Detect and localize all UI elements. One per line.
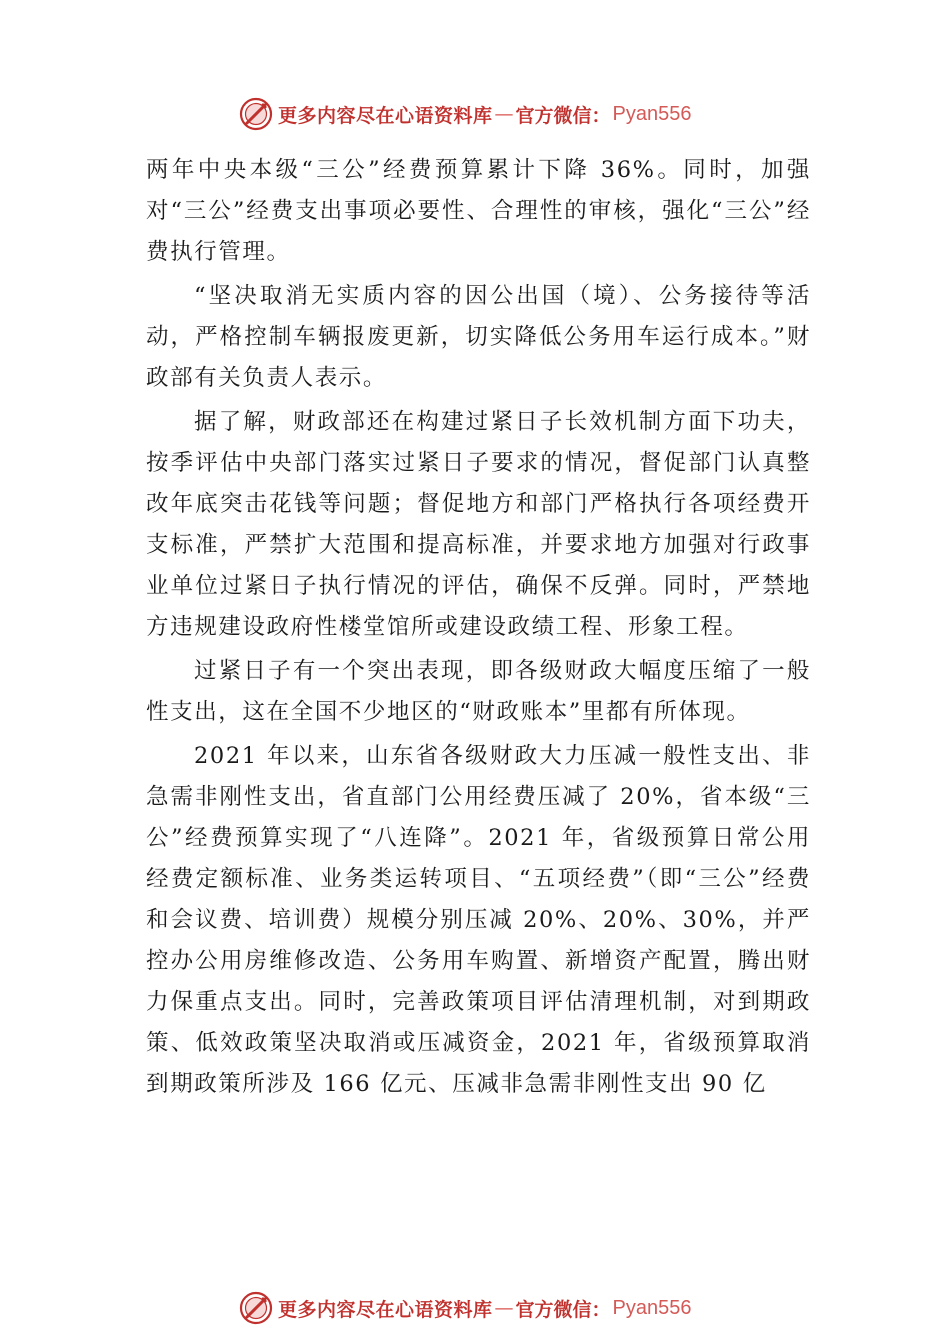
paragraph: 过紧日子有一个突出表现，即各级财政大幅度压缩了一般性支出，这在全国不少地区的“财政账本”里都有所体现。 [146, 658, 811, 725]
banner-wechat-id: Pyan556 [612, 1296, 692, 1319]
banner-sub-text: 官方微信： [515, 1298, 611, 1321]
banner-dash: — [494, 1297, 514, 1319]
header-watermark-banner [238, 94, 692, 134]
banner-wechat-id: Pyan556 [612, 102, 692, 125]
paragraph: 2021 年以来，山东省各级财政大力压减一般性支出、非急需非刚性支出，省直部门公用经费压减了 20%，省本级“三公”经费预算实现了“八连降”。2021 年，省级预算日常公用经费定额标准、业务类运转项目、“五项经费”（即“三公”经费和会议费、培训费）规模分别压减 20%、20%、30%，并严控办公用房维修改造、公务用车购置、新增资产配置，腾出财力保重点支出。同时，完善政策项目评估清理机制，对到期政策、低效政策坚决取消或压减资金，2021 年，省级预算取消到期政策所涉及 166 亿元、压减非急需非刚性支出 90 亿 [146, 743, 811, 1097]
banner-main-text: 更多内容尽在心语资料库 [278, 104, 493, 127]
footer-watermark-banner [238, 1288, 692, 1328]
paragraph: 两年中央本级“三公”经费预算累计下降 36%。同时，加强对“三公”经费支出事项必要性、合理性的审核，强化“三公”经费执行管理。 [146, 157, 811, 265]
banner-main-text: 更多内容尽在心语资料库 [278, 1298, 493, 1321]
logo-icon [238, 1290, 274, 1326]
article-body [146, 150, 811, 1108]
logo-icon [238, 96, 274, 132]
banner-sub-text: 官方微信： [515, 104, 611, 127]
paragraph: “坚决取消无实质内容的因公出国（境）、公务接待等活动，严格控制车辆报废更新，切实降低公务用车运行成本。”财政部有关负责人表示。 [146, 283, 811, 391]
paragraph: 据了解，财政部还在构建过紧日子长效机制方面下功夫，按季评估中央部门落实过紧日子要求的情况，督促部门认真整改年底突击花钱等问题；督促地方和部门严格执行各项经费开支标准，严禁扩大范围和提高标准，并要求地方加强对行政事业单位过紧日子执行情况的评估，确保不反弹。同时，严禁地方违规建设政府性楼堂馆所或建设政绩工程、形象工程。 [146, 409, 811, 640]
banner-dash: — [494, 103, 514, 125]
